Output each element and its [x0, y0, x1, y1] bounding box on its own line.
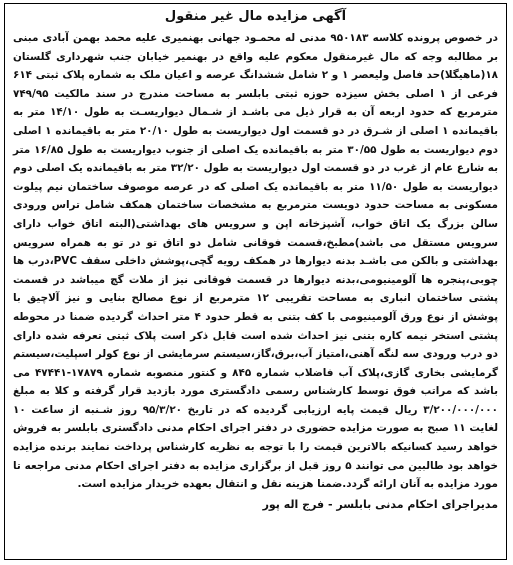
auction-notice	[4, 3, 507, 560]
notice-body: در خصوص پرونده کلاسه ۹۵۰۱۸۳ مدنی له محمـود جهانی بهنمیری علیه محمد بهمن آبادی مبنی بر مطالبه وجه که مال غیرمنقول معکوم علیه واقع در بهنمیر خیابان جنب شهرداری گلستان ۱۸(ماهیگلا)حد فاصل ولیعصر ۱ و ۲ شامل ششدانگ عرصه و اعیان ملک به شماره پلاک ثبتی ۶۱۴ فرعی از ۱ اصلی بخش سیزده حوزه ثبتی بابلسر به مساحت مندرج در سند مالکیت ۷۴۹/۹۵ مترمربع که حدود اربعه آن به قرار ذیل می باشـد از شـمال دیواریسـت به طول ۱۴/۱۰ متر به باقیمانده ۱ اصلی از شـرق در دو قسمت اول دیواریست به طول ۲۰/۱۰ متر به باقیمانده ۱ اصلی دوم دیواریست به طول ۳۰/۵۵ متر به باقیمانده یک اصلی از جنوب دیواریست به طول ۱۶/۸۵ متر به شارع عام از غرب در دو قسمت اول دیواریست به طول ۳۲/۲۰ متر به باقیمانده یک اصلی دوم دیواریست به طول ۱۱/۵۰ متر به باقیمانده یک اصلی که در عرصه موصوف ساختمان نیم پیلوت مسکونی به مساحت حدود دویست مترمربع به مشخصات ساختمان همکف شامل تراس ورودی سالن بزرگ یک اتاق خواب، آشپزخانه اپن و سرویس های بهداشتی(البته اتاق خواب دارای سرویس مستقل می باشد)مطبخ،قسمت فوقانی شامل دو اتاق تو در تو به همراه سرویس بهداشتی و بالکن می باشـد بدنه دیوارها در همکف رویه گچی،پوشش داخلی سقف PVC،درب ها چوبی،پنجره ها آلومینیومی،بدنه دیوارها در قسمت فوقانی نیز از ملات گچ میباشد در قسمت پشتی ساختمان انباری به مساحت تقریبی ۱۲ مترمربع از نوع مصالح بنایی و نیز آلاچیق با پوشش از نوع ورق آلومینیومی با کف بتنی به قطر حدود ۴ متر احداث گردیده ضمنا در محوطه پشتی استخر نیمه کاره بتنی نیز احداث شده است قابل ذکر است پلاک ثبتی تعرفه شده دارای دو درب ورودی سه لنگه آهنی،امتیاز آب،برق،گاز،سیستم سرمایشی از نوع کولر اسپلیت،سیستم گرمایشی بخاری گازی،پلاک آب فاضلاب شماره ۸۴۵ و کنتور منصوبه شماره ۱۷۸۷۹-۴۷۴۴۱ می باشد که مراتب فوق توسط کارشناس رسمی دادگستری مورد بازدید قرار گرفته و کلا به مبلغ ۳/۲۰۰/۰۰۰/۰۰۰ ریال قیمت پایه ارزیابی گردیده که در تاریخ ۹۵/۳/۲۰ روز شـنبه از ساعت ۱۰ لغایت ۱۱ صبح به صورت مزایده حضوری در دفتر اجرای احکام مدنی دادگستری بابلسر به فروش خواهد رسید کسانیکه بالاترین قیمت را با توجه به نظریه کارشناس پرداخت نمایند برنده مزایده خواهد بود طالبین می توانند ۵ روز قبل از برگزاری مزایده به دفتر اجرای احکام مدنی مراجعه تا مورد مزایده به آنان ارائه گردد.ضمنا هزینه نقل و انتقال بعهده خریدار مزایده است.	[13, 32, 499, 491]
notice-signature: مدیراجرای احکام مدنی بابلسر - فرج اله پور	[262, 497, 498, 511]
notice-title: آگهی مزایده مال غیر منقول	[164, 9, 347, 24]
